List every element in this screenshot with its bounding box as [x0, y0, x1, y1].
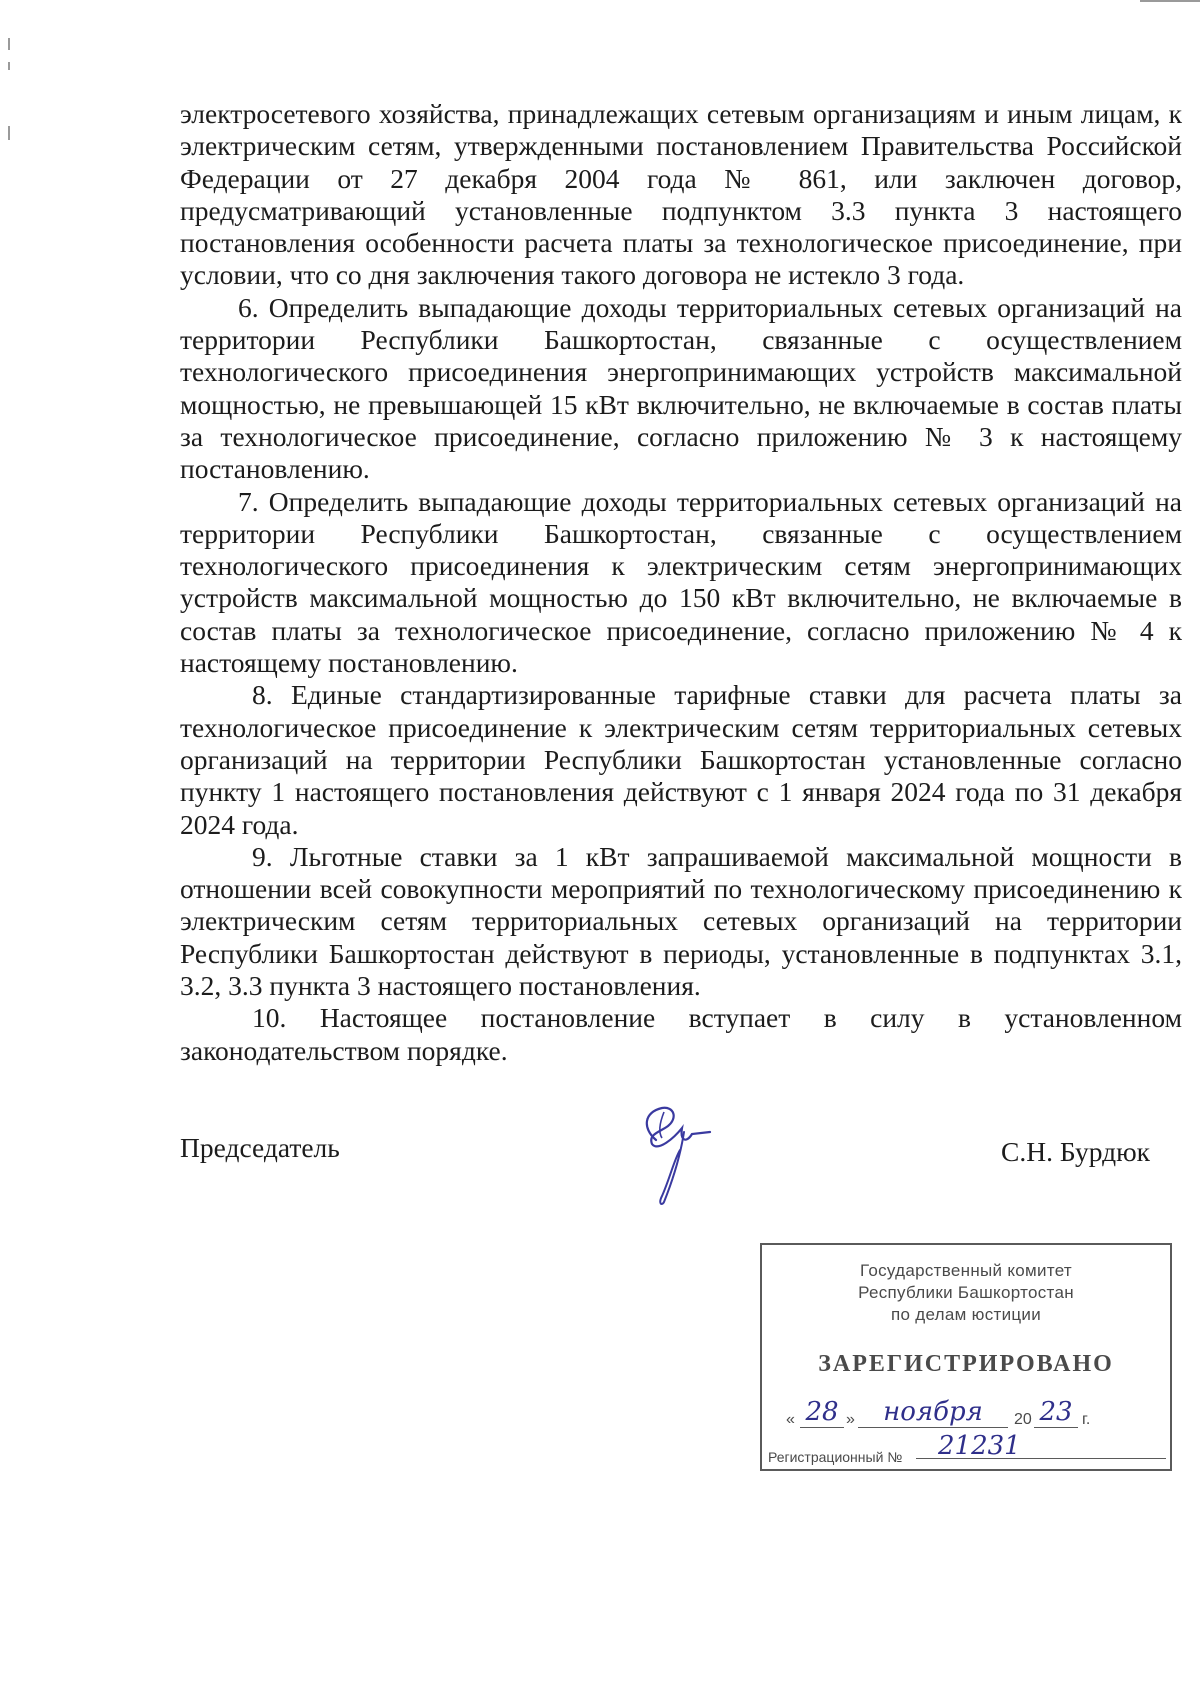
stamp-year-unit: г. — [1082, 1411, 1091, 1428]
handwritten-signature — [634, 1098, 714, 1208]
stamp-quote-open: « — [786, 1411, 795, 1428]
stamp-status: ЗАРЕГИСТРИРОВАНО — [818, 1351, 1114, 1377]
scan-margin-mark — [8, 62, 10, 70]
stamp-date-row — [786, 1397, 1166, 1431]
document-body — [180, 98, 1182, 1067]
scan-margin-mark — [8, 126, 10, 140]
paragraph-9: 9. Льготные ставки за 1 кВт запрашиваемой максимальной мощности в отношении всей совокупности мероприятий по технологическому присоединению к электрическим сетям территориальных сетевых организаций на территории Республики Башкортостан действуют в периоды, установленные в подпунктах 3.1, 3.2, 3.3 пункта 3 настоящего постановления. — [180, 840, 1182, 1002]
scan-margin-mark — [8, 38, 10, 50]
stamp-quote-close: » — [846, 1411, 855, 1428]
paragraph-continuation: электросетевого хозяйства, принадлежащих сетевым организациям и иным лицам, к электрическим сетям, утвержденными постановлением Правительства Российской Федерации от 27 декабря 2004 года № 861, или заключен договор, предусматривающий установленные подпунктом 3.3 пункта 3 настоящего постановления особенности расчета платы за технологическое присоединение, при условии, что со дня заключения такого договора не истекло 3 года. — [180, 98, 1182, 291]
stamp-org-line1: Государственный комитет — [859, 1261, 1073, 1280]
stamp-org-line3: по делам юстиции — [890, 1305, 1042, 1324]
stamp-org-line2: Республики Башкортостан — [858, 1283, 1074, 1302]
registration-stamp — [760, 1243, 1172, 1471]
stamp-reg-label: Регистрационный № — [768, 1449, 903, 1465]
stamp-year-prefix: 20 — [1014, 1411, 1032, 1428]
stamp-month: ноября — [858, 1397, 1008, 1428]
stamp-year-suffix: 23 — [1034, 1397, 1078, 1428]
paragraph-6: 6. Определить выпадающие доходы территориальных сетевых организаций на территории Республики Башкортостан, связанные с осуществлением технологического присоединения энергопринимающих устройств максимальной мощностью, не превышающей 15 кВт включительно, не включаемые в состав платы за технологическое присоединение, согласно приложению № 3 к настоящему постановлению. — [180, 291, 1182, 485]
signatory-name: С.Н. Бурдюк — [1001, 1136, 1150, 1167]
paragraph-8: 8. Единые стандартизированные тарифные ставки для расчета платы за технологическое присоединение к электрическим сетям территориальных сетевых организаций на территории Республики Башкортостан установленные согласно пункту 1 настоящего постановления действуют с 1 января 2024 года по 31 декабря 2024 года. — [180, 679, 1182, 840]
scan-corner-mark — [1140, 0, 1200, 2]
paragraph-10: 10. Настоящее постановление вступает в силу в установленном законодательством порядке. — [180, 1002, 1182, 1066]
stamp-reg-number: 21231 — [916, 1431, 1166, 1459]
stamp-day: 28 — [800, 1397, 844, 1428]
signatory-title: Председатель — [180, 1132, 340, 1163]
stamp-registration-number-row — [768, 1431, 1168, 1469]
paragraph-7: 7. Определить выпадающие доходы территориальных сетевых организаций на территории Республики Башкортостан, связанные с осуществлением технологического присоединения к электрическим сетям энергопринимающих устройств максимальной мощностью до 150 кВт включительно, не включаемые в состав платы за технологическое присоединение, согласно приложению № 4 к настоящему постановлению. — [180, 485, 1182, 679]
